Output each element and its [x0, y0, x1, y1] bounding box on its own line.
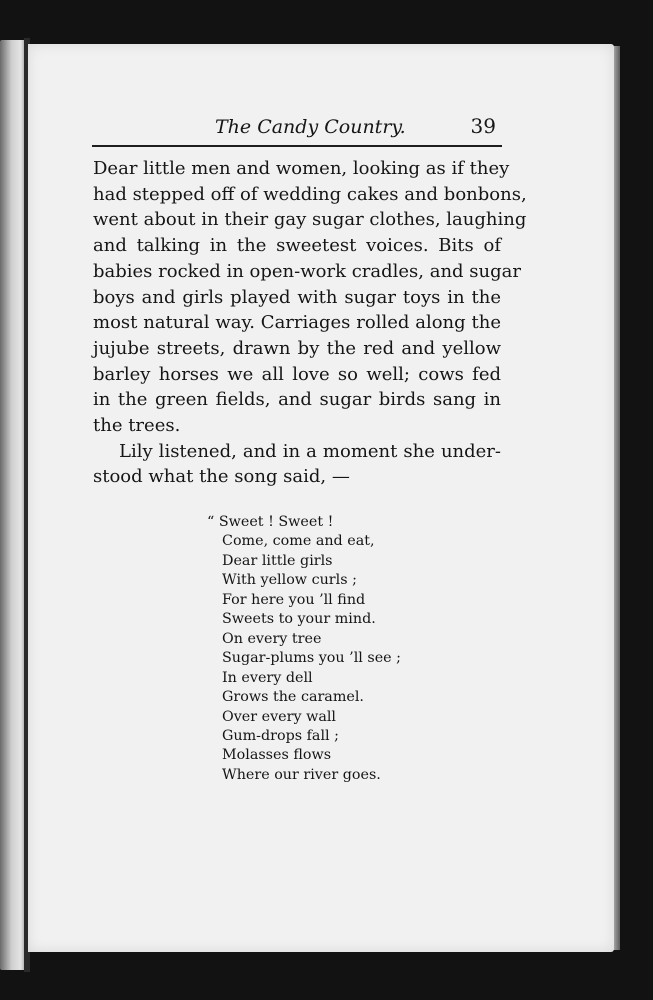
text-line: went about in their gay sugar clothes, laughing	[93, 209, 527, 231]
poem-line: Where our river goes.	[222, 766, 381, 783]
text-line: Lily listened, and in a moment she under-	[119, 440, 501, 462]
poem-line: Gum-drops fall ;	[222, 727, 339, 744]
poem-line: In every dell	[222, 669, 313, 686]
text-line: jujube streets, drawn by the red and yellow	[93, 337, 501, 359]
text-line: had stepped off of wedding cakes and bonbons,	[93, 183, 527, 205]
left-page-edge	[0, 40, 26, 970]
poem-line: Over every wall	[222, 708, 336, 725]
text-line: stood what the song said, —	[93, 466, 350, 488]
page-number: 39	[470, 114, 496, 138]
body-text	[93, 156, 527, 490]
text-line: boys and girls played with sugar toys in the	[93, 286, 501, 308]
text-line: Dear little men and women, looking as if they	[93, 158, 510, 179]
text-line: most natural way. Carriages rolled along the	[93, 312, 501, 334]
poem-line: Sweets to your mind.	[222, 611, 376, 628]
poem-line: On every tree	[222, 630, 322, 647]
poem-line: “ Sweet ! Sweet !	[207, 514, 334, 530]
text-line: babies rocked in open-work cradles, and sugar	[93, 260, 521, 282]
running-title: The Candy Country.	[215, 116, 406, 138]
poem-line: Sugar-plums you ’ll see ;	[222, 650, 402, 667]
poem	[207, 513, 427, 785]
text-line: and talking in the sweetest voices. Bits of	[93, 235, 501, 257]
text-line: barley horses we all love so well; cows fed	[93, 363, 501, 385]
text-line: in the green fields, and sugar birds sang in	[93, 389, 501, 411]
poem-line: With yellow curls ;	[222, 572, 357, 589]
page-header	[94, 112, 500, 142]
text-line: the trees.	[93, 415, 181, 437]
header-rule	[92, 145, 502, 147]
poem-line: Grows the caramel.	[222, 689, 364, 706]
poem-line: For here you ’ll find	[222, 591, 366, 608]
poem-line: Come, come and eat,	[222, 533, 375, 550]
poem-line: Molasses flows	[222, 747, 332, 764]
poem-line: Dear little girls	[222, 552, 333, 569]
